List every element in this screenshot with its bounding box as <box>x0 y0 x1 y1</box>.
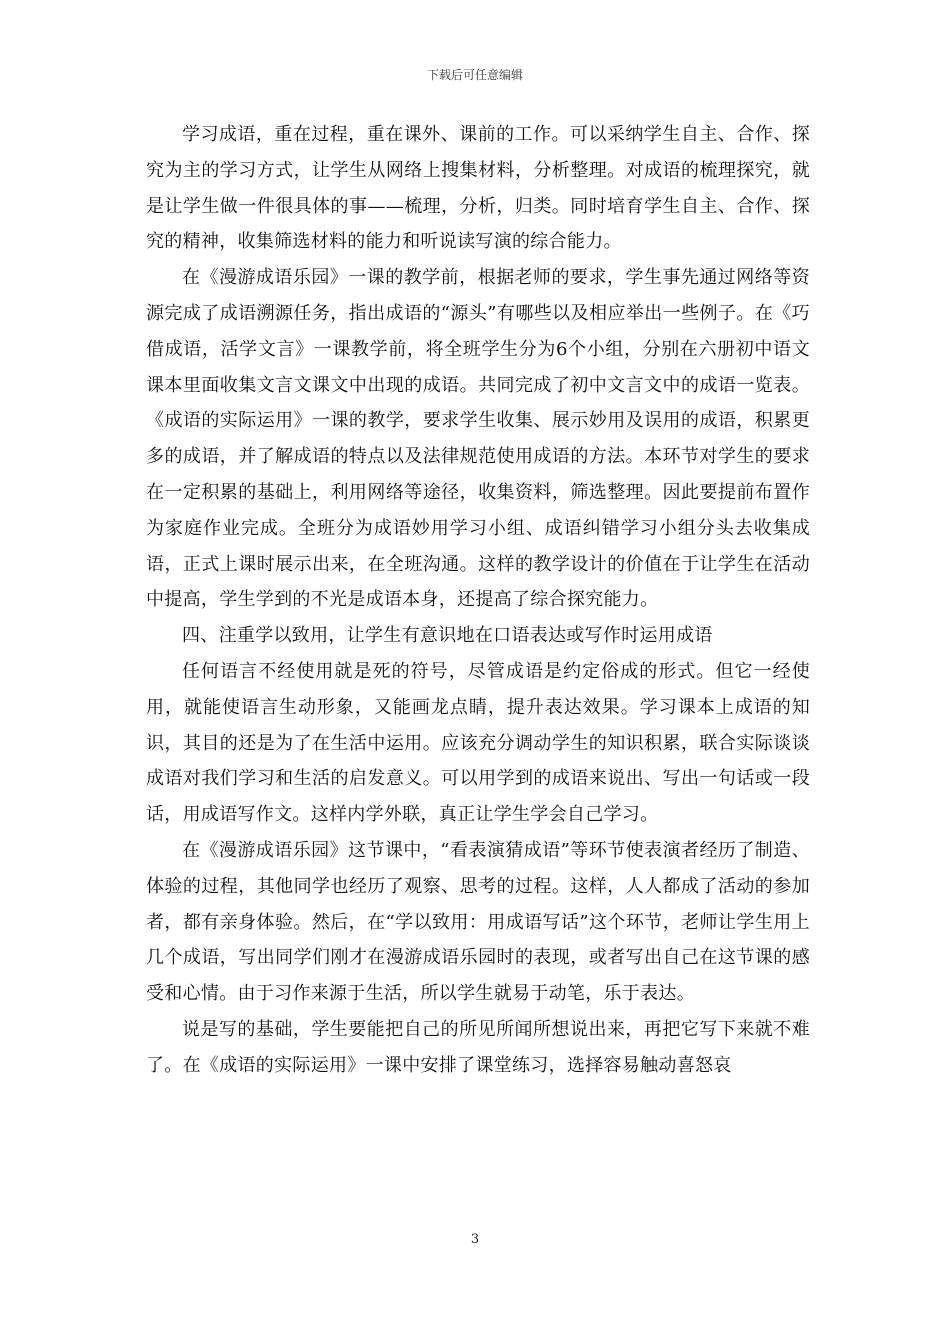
paragraph: 任何语言不经使用就是死的符号，尽管成语是约定俗成的形式。但它一经使用，就能使语言生动形象，又能画龙点睛，提升表达效果。学习课本上成语的知识，其目的还是为了在生活中运用。应该充分调动学生的知识积累，联合实际谈谈成语对我们学习和生活的启发意义。可以用学到的成语来说出、写出一句话或一段话，用成语写作文。这样内学外联，真正让学生学会自己学习。 <box>146 660 810 826</box>
paragraph: 学习成语，重在过程，重在课外、课前的工作。可以采纳学生自主、合作、探究为主的学习方式，让学生从网络上搜集材料，分析整理。对成语的梳理探究，就是让学生做一件很具体的事——梳理，分析，归类。同时培育学生自主、合作、探究的精神，收集筛选材料的能力和听说读写演的综合能力。 <box>146 124 810 253</box>
body-text <box>146 117 810 1084</box>
page-header: 下载后可任意编辑 <box>426 68 523 82</box>
section-heading: 四、注重学以致用，让学生有意识地在口语表达或写作时运用成语 <box>182 625 713 647</box>
paragraph: 说是写的基础，学生要能把自己的所见所闻所想说出来，再把它写下来就不难了。在《成语的实际运用》一课中安排了课堂练习，选择容易触动喜怒哀 <box>146 1018 810 1076</box>
page-number: 3 <box>470 1232 480 1247</box>
paragraph: 在《漫游成语乐园》一课的教学前，根据老师的要求，学生事先通过网络等资源完成了成语溯源任务，指出成语的“源头”有哪些以及相应举出一些例子。在《巧借成语，活学文言》一课教学前，将全班学生分为6个小组，分别在六册初中语文课本里面收集文言文课文中出现的成语。共同完成了初中文言文中的成语一览表。《成语的实际运用》一课的教学，要求学生收集、展示妙用及误用的成语，积累更多的成语，并了解成语的特点以及法律规范使用成语的方法。本环节对学生的要求在一定积累的基础上，利用网络等途径，收集资料，筛选整理。因此要提前布置作为家庭作业完成。全班分为成语妙用学习小组、成语纠错学习小组分头去收集成语，正式上课时展示出来，在全班沟通。这样的教学设计的价值在于让学生在活动中提高，学生学到的不光是成语本身，还提高了综合探究能力。 <box>146 267 810 611</box>
paragraph: 在《漫游成语乐园》这节课中，“看表演猜成语”等环节使表演者经历了制造、体验的过程，其他同学也经历了观察、思考的过程。这样，人人都成了活动的参加者，都有亲身体验。然后，在“学以致用：用成语写话”这个环节，老师让学生用上几个成语，写出同学们刚才在漫游成语乐园时的表现，或者写出自己在这节课的感受和心情。由于习作来源于生活，所以学生就易于动笔，乐于表达。 <box>146 839 810 1005</box>
